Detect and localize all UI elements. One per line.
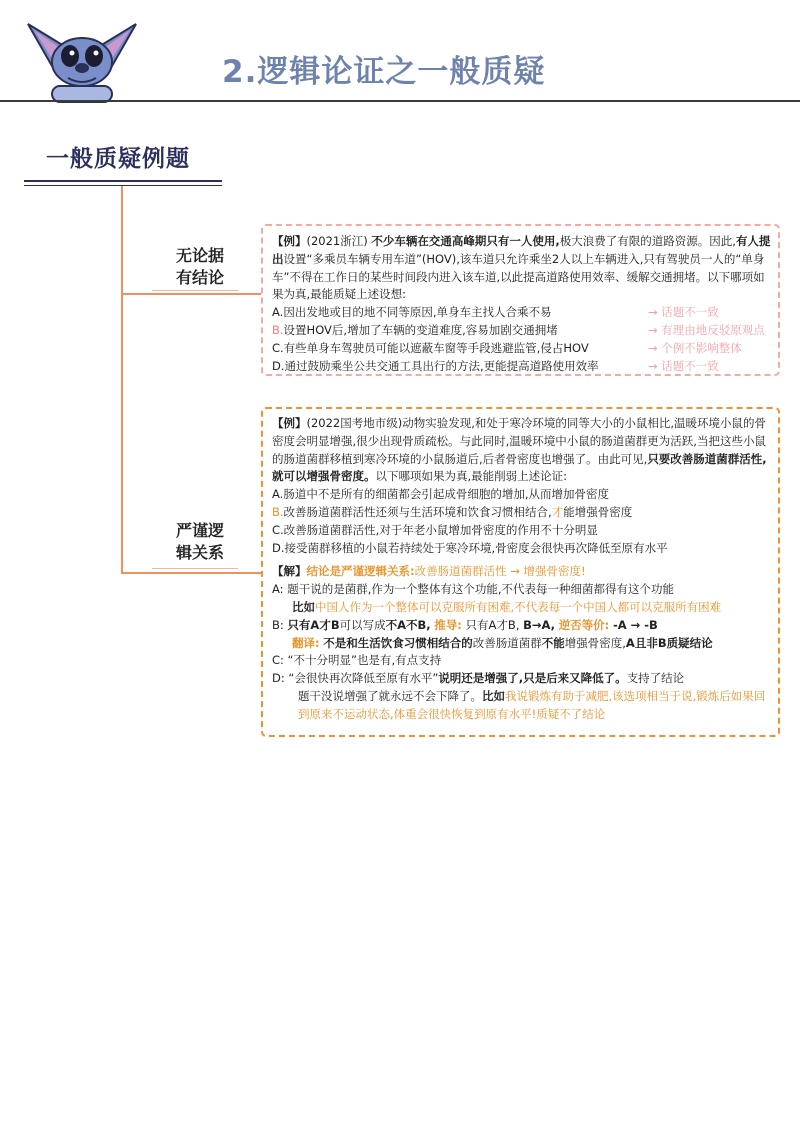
branch-label-underline (152, 290, 238, 291)
page-title: 2.逻辑论证之一般质疑 (222, 54, 546, 90)
branch-label-underline (152, 568, 238, 569)
option-d: D.通过鼓励乘坐公共交通工具出行的方法,更能提高道路使用效率 → 话题不一致 (272, 358, 719, 373)
stitch-mascot-icon (20, 6, 144, 104)
example-box-1 (261, 224, 780, 376)
option-d: D.接受菌群移植的小鼠若持续处于寒冷环境,骨密度会很快再次降低至原有水平 (272, 540, 668, 555)
header-divider (0, 100, 800, 102)
solution-b: B: 只有A才B可以写成不A不B, 推导: 只有A才B, B→A, 逆否等价: -A → -B (272, 617, 658, 632)
tree-branch-2 (121, 572, 239, 574)
solution-b-translation: 翻译: 不是和生活饮食习惯相结合的改善肠道菌群不能增强骨密度,A且非B质疑结论 (292, 635, 713, 650)
solution-a: A: 题干说的是菌群,作为一个整体有这个功能,不代表每一种细菌都得有这个功能 (272, 582, 675, 597)
tree-connector-1 (239, 293, 261, 295)
solution-c: C: “不十分明显”也是有,有点支持 (272, 653, 442, 668)
solution-heading: 【解】结论是严谨逻辑关系:改善肠道菌群活性 → 增强骨密度! (272, 564, 586, 579)
question-2-stem: 【例】(2022国考地市级)动物实验发现,和处于寒冷环境的同等大小的小鼠相比,温暖环境小鼠的骨密度会明显增强,很少出现骨质疏松。与此同时,温暖环境中小鼠的肠道菌群更为活跃,当把这些小鼠的肠道菌群移植到寒冷环境的小鼠肠道后,后者骨密度也增强了。由此可见,只要改善肠道菌群活性,就可以增强骨密度。以下哪项如果为真,最能削弱上述论证: (272, 416, 767, 484)
tree-trunk (121, 186, 123, 574)
option-c: C.有些单身车驾驶员可能以遮蔽车窗等手段逃避监管,侵占HOV → 个例不影响整体 (272, 340, 742, 355)
option-b: B.设置HOV后,增加了车辆的变道难度,容易加剧交通拥堵 → 有理由地反驳原观点 (272, 322, 765, 337)
tree-connector-2 (239, 572, 261, 574)
tree-branch-1 (121, 293, 239, 295)
section-title: 一般质疑例题 (46, 146, 190, 172)
section-divider-thin (24, 185, 222, 186)
option-c: C.改善肠道菌群活性,对于年老小鼠增加骨密度的作用不十分明显 (272, 522, 598, 537)
section-divider (24, 180, 222, 182)
example-box-2 (261, 407, 780, 737)
solution-a-example: 比如中国人作为一个整体可以克服所有困难,不代表每一个中国人都可以克服所有困难 (292, 599, 722, 614)
option-a: A.肠道中不是所有的细菌都会引起成骨细胞的增加,从而增加骨密度 (272, 487, 609, 502)
branch-label-strict-logic: 严谨逻 辑关系 (175, 521, 224, 562)
question-1-stem: 【例】(2021浙江) 不少车辆在交通高峰期只有一人使用,极大浪费了有限的道路资源。因此,有人提出设置“多乘员车辆专用车道”(HOV),该车道只允许乘坐2人以上车辆进入,只有驾驶员一人的“单身车”不得在工作日的某些时间段内进入该车道,以此提高道路使用效率、缓解交通拥堵。以下哪项如果为真,最能质疑上述设想: (272, 234, 771, 302)
option-b: B.改善肠道菌群活性还须与生活环境和饮食习惯相结合,才能增强骨密度 (272, 504, 633, 519)
solution-d-example: 题干没说增强了就永远不会下降了。比如我说锻炼有助于减肥,该选项相当于说,锻炼后如果回到原来不运动状态,体重会很快恢复到原有水平!质疑不了结论 (298, 688, 766, 721)
option-a: A.因出发地或目的地不同等原因,单身车主找人合乘不易 → 话题不一致 (272, 305, 719, 320)
solution-d: D: “会很快再次降低至原有水平”说明还是增强了,只是后来又降低了。支持了结论 (272, 671, 685, 686)
branch-label-no-evidence: 无论据 有结论 (175, 246, 224, 287)
